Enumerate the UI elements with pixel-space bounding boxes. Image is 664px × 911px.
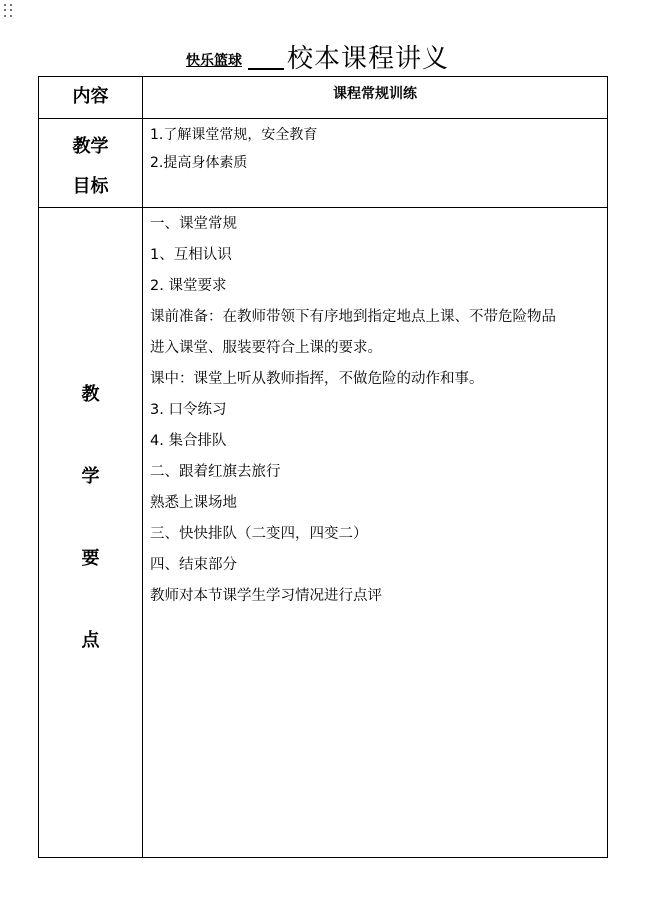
goal-label-line: 教学: [72, 136, 109, 157]
list-item: 1、互相认识: [150, 247, 232, 263]
subject-underline: [248, 68, 284, 70]
goal-item: 2.提高身体素质: [150, 155, 248, 171]
points-label-char: 点: [81, 630, 100, 651]
list-item: 二、跟着红旗去旅行: [150, 464, 281, 480]
goal-label-line: 目标: [72, 176, 109, 197]
content-label: 内容: [39, 77, 143, 119]
page-title: 校本课程讲义: [287, 44, 450, 74]
list-item: 2. 课堂要求: [150, 278, 227, 294]
table-row: [39, 119, 608, 208]
list-item: 一、课堂常规: [150, 216, 237, 232]
points-label-char: 要: [81, 548, 100, 569]
goal-label: [39, 119, 143, 208]
list-item: 进入课堂、服装要符合上课的要求。: [150, 340, 382, 356]
table-row: [39, 77, 608, 119]
points-label-char: 教: [81, 384, 100, 405]
subject-name: 快乐篮球: [186, 53, 242, 69]
list-item: 三、快快排队（二变四，四变二）: [150, 526, 368, 542]
list-item: 熟悉上课场地: [150, 495, 237, 511]
goal-list: [143, 119, 608, 208]
document-header: [0, 38, 664, 74]
course-name: 课程常规训练: [143, 77, 608, 119]
list-item: 3. 口令练习: [150, 402, 227, 418]
points-label-char: 学: [81, 466, 100, 487]
goal-item: 1.了解课堂常规，安全教育: [150, 127, 318, 143]
points-label: [39, 208, 143, 858]
drag-handle-icon[interactable]: [4, 4, 14, 18]
list-item: 课前准备：在教师带领下有序地到指定地点上课、不带危险物品: [150, 309, 556, 325]
table-row: [39, 208, 608, 858]
list-item: 课中：课堂上听从教师指挥，不做危险的动作和事。: [150, 371, 484, 387]
list-item: 4. 集合排队: [150, 433, 227, 449]
list-item: 教师对本节课学生学习情况进行点评: [150, 588, 382, 604]
list-item: 四、结束部分: [150, 557, 237, 573]
points-content: [143, 208, 608, 858]
lesson-table: [38, 76, 608, 858]
